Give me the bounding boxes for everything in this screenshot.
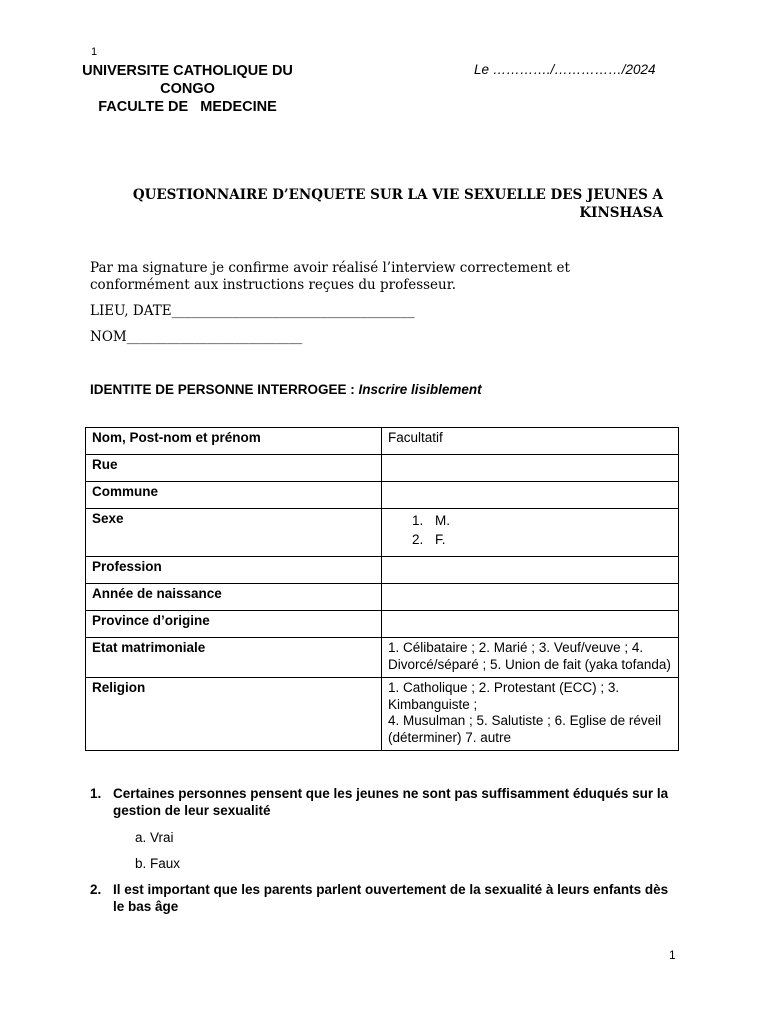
page-number-top: 1 <box>91 46 98 58</box>
row-label: Profession <box>86 557 382 584</box>
row-value: 1. Célibataire ; 2. Marié ; 3. Veuf/veuve ; 4. Divorcé/séparé ; 5. Union de fait (yaka tofanda) <box>382 638 679 678</box>
row-label: Nom, Post-nom et prénom <box>86 428 382 455</box>
date-field: Le …………./……………/2024 <box>474 62 656 77</box>
table-row <box>86 509 679 557</box>
question-1 <box>90 786 680 819</box>
institution-name-line1: UNIVERSITE CATHOLIQUE DU <box>82 63 293 79</box>
identity-title-text: IDENTITE DE PERSONNE INTERROGEE : <box>90 382 359 397</box>
lieu-date-field: LIEU, DATE____________________________________ <box>90 303 415 319</box>
row-value <box>382 482 679 509</box>
document-title <box>90 186 663 222</box>
question-text: Il est important que les parents parlent ouvertement de la sexualité à leurs enfants dès le bas âge <box>113 882 669 914</box>
title-line2: KINSHASA <box>579 205 663 221</box>
row-value: Facultatif <box>382 428 679 455</box>
sexe-option: 2. F. <box>412 532 446 547</box>
row-label: Rue <box>86 455 382 482</box>
row-label: Commune <box>86 482 382 509</box>
title-line1: QUESTIONNAIRE D’ENQUETE SUR LA VIE SEXUELLE DES JEUNES A <box>132 187 663 203</box>
nom-field: NOM__________________________ <box>90 329 303 345</box>
sexe-option: 1. M. <box>412 513 450 528</box>
faculty-name: FACULTE DE MEDECINE <box>98 99 277 115</box>
question-number: 1. <box>90 786 102 801</box>
table-row <box>86 678 679 751</box>
question-text: Certaines personnes pensent que les jeunes ne sont pas suffisamment éduqués sur la gestion de leur sexualité <box>113 786 669 818</box>
row-label: Année de naissance <box>86 584 382 611</box>
row-label: Sexe <box>86 509 382 557</box>
religion-line1: 1. Catholique ; 2. Protestant (ECC) ; 3. Kimbanguiste ; <box>388 680 620 712</box>
row-label: Religion <box>86 678 382 751</box>
institution-header <box>55 62 320 116</box>
institution-name-line2: CONGO <box>160 81 215 97</box>
question-2 <box>90 882 680 915</box>
answer-option-faux: b. Faux <box>135 856 181 871</box>
row-label: Province d’origine <box>86 611 382 638</box>
confirmation-text: Par ma signature je confirme avoir réalisé l’interview correctement et conformément aux instructions reçues du professeur. <box>90 260 570 293</box>
row-label: Etat matrimoniale <box>86 638 382 678</box>
answer-option-vrai: a. Vrai <box>135 830 174 845</box>
identity-subtitle: Inscrire lisiblement <box>358 382 482 397</box>
row-value <box>382 611 679 638</box>
page-number-bottom: 1 <box>669 948 676 962</box>
row-value <box>382 584 679 611</box>
table-row <box>86 638 679 678</box>
table-row <box>86 455 679 482</box>
table-row <box>86 584 679 611</box>
question-number: 2. <box>90 882 102 897</box>
table-row <box>86 611 679 638</box>
row-value <box>382 455 679 482</box>
row-value <box>382 678 679 751</box>
table-row <box>86 557 679 584</box>
religion-line2: 4. Musulman ; 5. Salutiste ; 6. Eglise de réveil (déterminer) 7. autre <box>388 713 662 745</box>
row-value <box>382 557 679 584</box>
identity-section-title <box>90 382 482 397</box>
row-value <box>382 509 679 557</box>
identity-table <box>85 427 679 751</box>
table-row <box>86 482 679 509</box>
table-row <box>86 428 679 455</box>
